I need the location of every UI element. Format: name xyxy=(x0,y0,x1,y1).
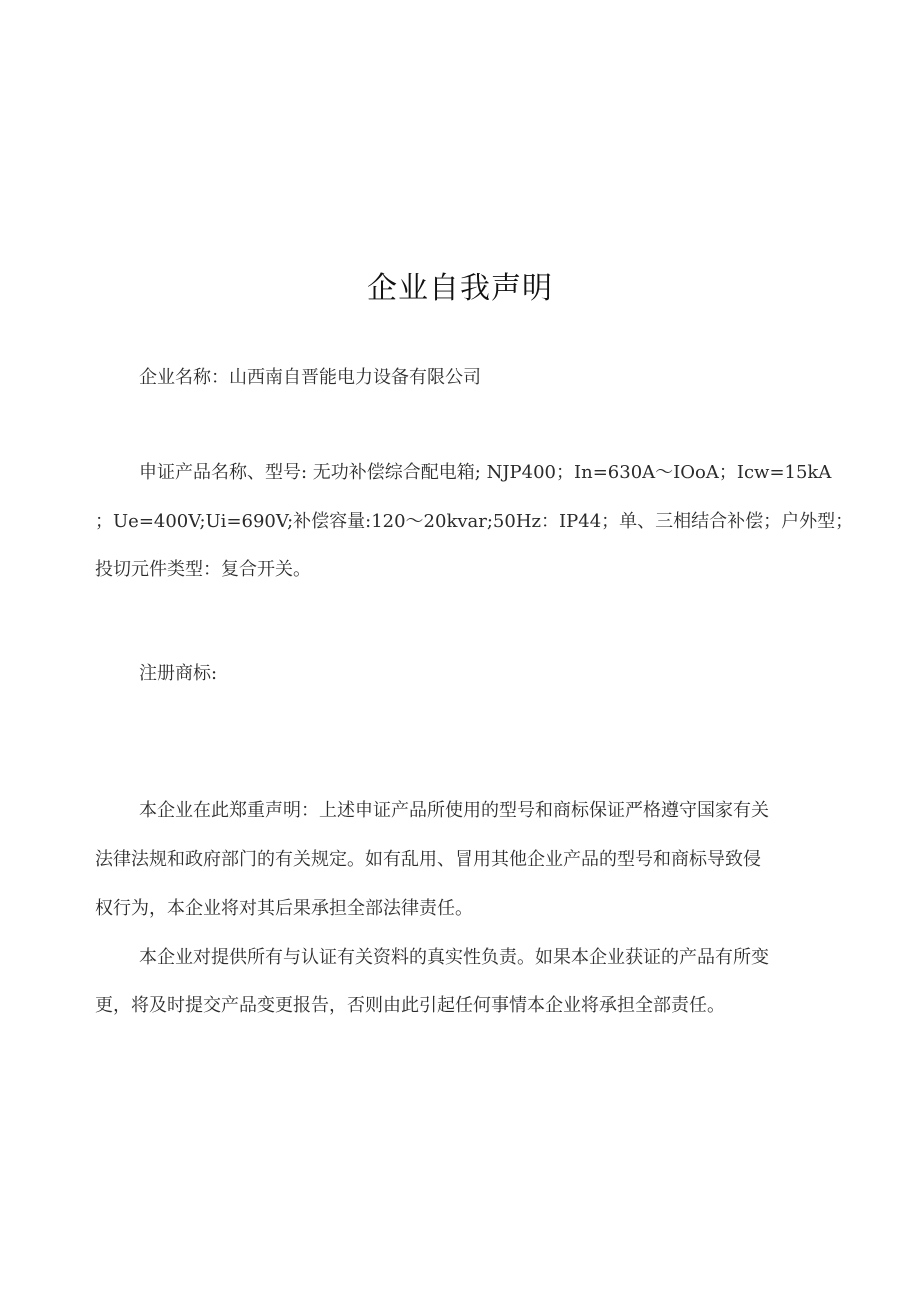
product-line-1: 申证产品名称、型号: 无功补偿综合配电箱; NJP400；In=630A～IOoA；Icw=15kA xyxy=(139,462,832,483)
responsibility-line-1: 本企业对提供所有与认证有关资料的真实性负责。如果本企业获证的产品有所变 xyxy=(139,947,769,968)
company-name-line: 企业名称：山西南自晋能电力设备有限公司 xyxy=(139,367,481,388)
declaration-line-3: 权行为，本企业将对其后果承担全部法律责任。 xyxy=(95,898,473,919)
declaration-line-1: 本企业在此郑重声明：上述申证产品所使用的型号和商标保证严格遵守国家有关 xyxy=(139,800,769,821)
document-title: 企业自我声明 xyxy=(367,271,553,306)
declaration-line-2: 法律法规和政府部门的有关规定。如有乱用、冒用其他企业产品的型号和商标导致侵 xyxy=(95,849,761,870)
product-line-3: 投切元件类型：复合开关。 xyxy=(95,559,311,580)
trademark-label: 注册商标: xyxy=(139,663,218,684)
responsibility-line-2: 更，将及时提交产品变更报告，否则由此引起任何事情本企业将承担全部责任。 xyxy=(95,995,725,1016)
product-line-2: ；Ue=400V;Ui=690V;补偿容量:120～20kvar;50Hz：IP44；单、三相结合补偿；户外型； xyxy=(95,511,854,532)
